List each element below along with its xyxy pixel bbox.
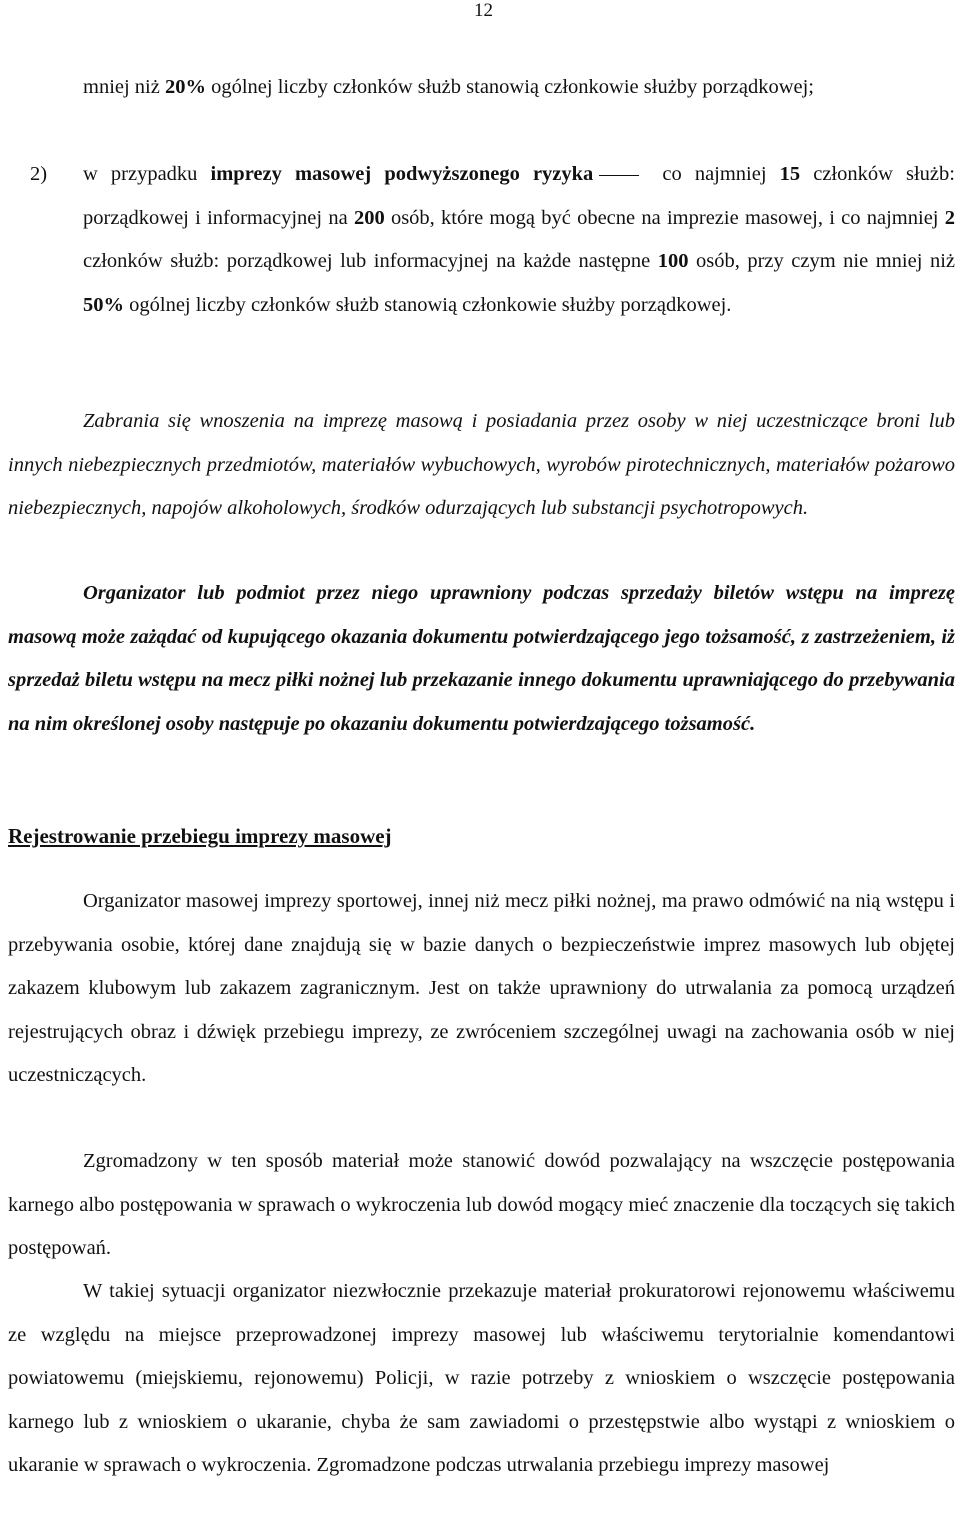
paragraph-procedure: W takiej sytuacji organizator niezwłocznie przekazuje materiał prokuratorowi rejonowemu właściwemu ze względu na miejsce przeprowadzonej imprezy masowej lub właściwemu terytorialnie komendantowi powiatowemu (miejskiemu, rejonowemu) Policji, w razie potrzeby z wnioskiem o wszczęcie postępowania karnego lub z wnioskiem o ukaranie, chyba że sam zawiadomi o przestępstwie albo wystąpi z wnioskiem o ukaranie w sprawach o wykroczenia. Zgromadzone podczas utrwalania przebiegu imprezy masowej — [8, 1280, 955, 1476]
bold-percentage: 20% — [164, 76, 206, 98]
paragraph-evidence: Zgromadzony w ten sposób materiał może stanowić dowód pozwalający na wszczęcie postępowania karnego albo postępowania w sprawach o wykroczenia lub dowód mogący mieć znaczenie dla toczących się takich postępowań. — [8, 1150, 955, 1259]
italic-paragraph-prohibition: Zabrania się wnoszenia na imprezę masową i posiadania przez osoby w niej uczestniczące broni lub innych niebezpiecznych przedmiotów, materiałów wybuchowych, wyrobów pirotechnicznych, materiałów pożarowo niebezpiecznych, napojów alkoholowych, środków odurzających lub substancji psychotropowych. — [8, 410, 955, 519]
page-number: 12 — [474, 0, 493, 21]
list-number: 2) — [30, 163, 48, 185]
list-continuation: mniej niż 20% ogólnej liczby członków służb stanowią członkowie służby porządkowej; — [83, 76, 814, 98]
section-heading: Rejestrowanie przebiegu imprezy masowej — [8, 824, 392, 848]
dash-separator — [599, 175, 639, 176]
italic-paragraph-tickets: Organizator lub podmiot przez niego uprawniony podczas sprzedaży biletów wstępu na imprezę masową może zażądać od kupującego okazania dokumentu potwierdzającego jego tożsamość, z zastrzeżeniem, iż sprzedaż biletu wstępu na mecz piłki nożnej lub przekazanie innego dokumentu uprawniającego do przebywania na nim określonej osoby następuje po okazaniu dokumentu potwierdzającego tożsamość. — [8, 582, 955, 735]
paragraph-organizer-rights: Organizator masowej imprezy sportowej, innej niż mecz piłki nożnej, ma prawo odmówić na nią wstępu i przebywania osobie, której dane znajdują się w bazie danych o bezpieczeństwie imprez masowych lub objętej zakazem klubowym lub zakazem zagranicznym. Jest on także uprawniony do utrwalania za pomocą urządzeń rejestrujących obraz i dźwięk przebiegu imprezy, ze zwróceniem szczególnej uwagi na zachowania osób w niej uczestniczących. — [8, 890, 955, 1086]
list-item-2: w przypadku imprezy masowej podwyższonego ryzyka co najmniej 15 członków służb: porządkowej i informacyjnej na 200 osób, które mogą być obecne na imprezie masowej, i co najmniej 2 członków służb: porządkowej lub informacyjnej na każde następne 100 osób, przy czym nie mniej niż 50% ogólnej liczby członków służb stanowią członkowie służby porządkowej. — [83, 163, 956, 316]
